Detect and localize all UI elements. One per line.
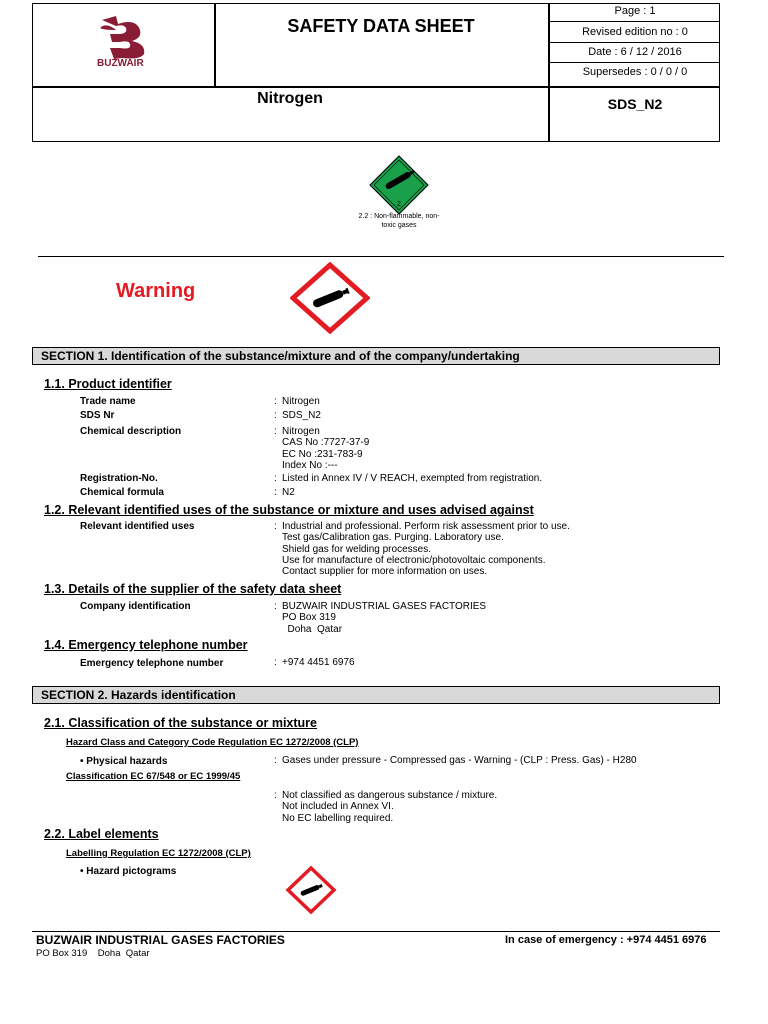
footer-emergency: In case of emergency : +974 4451 6976 bbox=[505, 934, 707, 946]
product-name: Nitrogen bbox=[257, 90, 323, 107]
class-number: 2 bbox=[397, 201, 401, 208]
colon: : bbox=[274, 410, 277, 421]
revised-edition: Revised edition no : 0 bbox=[582, 26, 688, 38]
trade-name-value: Nitrogen bbox=[282, 396, 320, 407]
colon: : bbox=[274, 426, 277, 437]
chemical-description-label: Chemical description bbox=[80, 426, 182, 437]
chemical-formula-value: N2 bbox=[282, 487, 295, 498]
section2-header: SECTION 2. Hazards identification bbox=[32, 686, 720, 704]
subsection-title: 1.4. Emergency telephone number bbox=[44, 638, 248, 652]
transport-diamond bbox=[368, 154, 430, 216]
logo-text: BUZWAIR bbox=[97, 58, 144, 69]
emergency-telephone-value: +974 4451 6976 bbox=[282, 657, 355, 668]
colon: : bbox=[274, 473, 277, 484]
ec67-regulation-heading: Classification EC 67/548 or EC 1999/45 bbox=[66, 771, 241, 782]
chemical-formula-label: Chemical formula bbox=[80, 487, 164, 498]
chemical-description-value: Nitrogen CAS No :7727-37-9 EC No :231-783-9 Index No :--- bbox=[282, 426, 370, 471]
identified-uses-value: Industrial and professional. Perform risk assessment prior to use. Test gas/Calibration gas. Purging. Laboratory use. Shield gas for welding processes. Use for manufacture of electronic/photovoltaic components. Contact supplier for more information on uses. bbox=[282, 521, 570, 578]
issue-date: Date : 6 / 12 / 2016 bbox=[588, 46, 682, 58]
hazard-pictogram-small bbox=[285, 865, 337, 915]
physical-hazards-label: • Physical hazards bbox=[80, 756, 168, 767]
header-divider bbox=[548, 62, 720, 63]
page-number: Page : 1 bbox=[614, 5, 656, 17]
transport-label bbox=[368, 154, 430, 216]
document-title: SAFETY DATA SHEET bbox=[287, 16, 475, 36]
footer-divider bbox=[32, 931, 720, 932]
subsection-2-2 bbox=[44, 827, 159, 841]
sds-nr-value: SDS_N2 bbox=[282, 410, 321, 421]
ghs-pictogram bbox=[290, 262, 370, 334]
identified-uses-label: Relevant identified uses bbox=[80, 521, 195, 532]
header-divider bbox=[548, 42, 720, 43]
company-identification-label: Company identification bbox=[80, 601, 191, 612]
colon: : bbox=[274, 657, 277, 668]
divider bbox=[38, 256, 724, 257]
header-divider bbox=[548, 21, 720, 22]
subsection-title: 2.2. Label elements bbox=[44, 827, 159, 841]
colon: : bbox=[274, 755, 277, 766]
transport-caption bbox=[340, 212, 458, 230]
trade-name-label: Trade name bbox=[80, 396, 136, 407]
subsection-title: 1.1. Product identifier bbox=[44, 377, 172, 391]
subsection-title: 1.2. Relevant identified uses of the substance or mixture and uses advised against bbox=[44, 503, 534, 517]
subsection-title: 2.1. Classification of the substance or mixture bbox=[44, 716, 317, 730]
caption-line: toxic gases bbox=[381, 222, 417, 229]
header-divider bbox=[32, 86, 720, 88]
registration-value: Listed in Annex IV / V REACH, exempted from registration. bbox=[282, 473, 543, 484]
colon: : bbox=[274, 396, 277, 407]
caption-line: 2.2 : Non-flammable, non- bbox=[358, 213, 440, 220]
colon: : bbox=[274, 790, 277, 801]
hazard-pictograms-label: • Hazard pictograms bbox=[80, 866, 177, 877]
signal-word: Warning bbox=[116, 280, 196, 302]
supersedes: Supersedes : 0 / 0 / 0 bbox=[582, 66, 688, 78]
colon: : bbox=[274, 601, 277, 612]
registration-label: Registration-No. bbox=[80, 473, 158, 484]
physical-hazards-value: Gases under pressure - Compressed gas - Warning - (CLP : Press. Gas) - H280 bbox=[282, 755, 637, 766]
subsection-1-1 bbox=[44, 377, 172, 391]
subsection-2-1 bbox=[44, 716, 317, 730]
colon: : bbox=[274, 487, 277, 498]
footer-address: PO Box 319 Doha Qatar bbox=[36, 948, 150, 959]
sds-code: SDS_N2 bbox=[607, 96, 663, 112]
buzwair-logo bbox=[96, 14, 156, 60]
company-logo bbox=[96, 14, 156, 72]
emergency-telephone-label: Emergency telephone number bbox=[80, 658, 224, 669]
subsection-title: 1.3. Details of the supplier of the safety data sheet bbox=[44, 582, 342, 596]
subsection-1-3 bbox=[44, 582, 341, 596]
sds-nr-label: SDS Nr bbox=[80, 410, 115, 421]
colon: : bbox=[274, 521, 277, 532]
labelling-regulation-heading: Labelling Regulation EC 1272/2008 (CLP) bbox=[66, 848, 251, 859]
footer-company: BUZWAIR INDUSTRIAL GASES FACTORIES bbox=[36, 933, 285, 947]
clp-regulation-heading: Hazard Class and Category Code Regulation EC 1272/2008 (CLP) bbox=[66, 737, 359, 748]
subsection-1-2 bbox=[44, 503, 534, 517]
ec67-classification-value: Not classified as dangerous substance / mixture. Not included in Annex VI. No EC labelling required. bbox=[282, 790, 498, 824]
section1-header: SECTION 1. Identification of the substance/mixture and of the company/undertaking bbox=[32, 347, 720, 365]
company-identification-value: BUZWAIR INDUSTRIAL GASES FACTORIES PO Box 319 Doha Qatar bbox=[282, 601, 487, 635]
subsection-1-4 bbox=[44, 638, 248, 652]
